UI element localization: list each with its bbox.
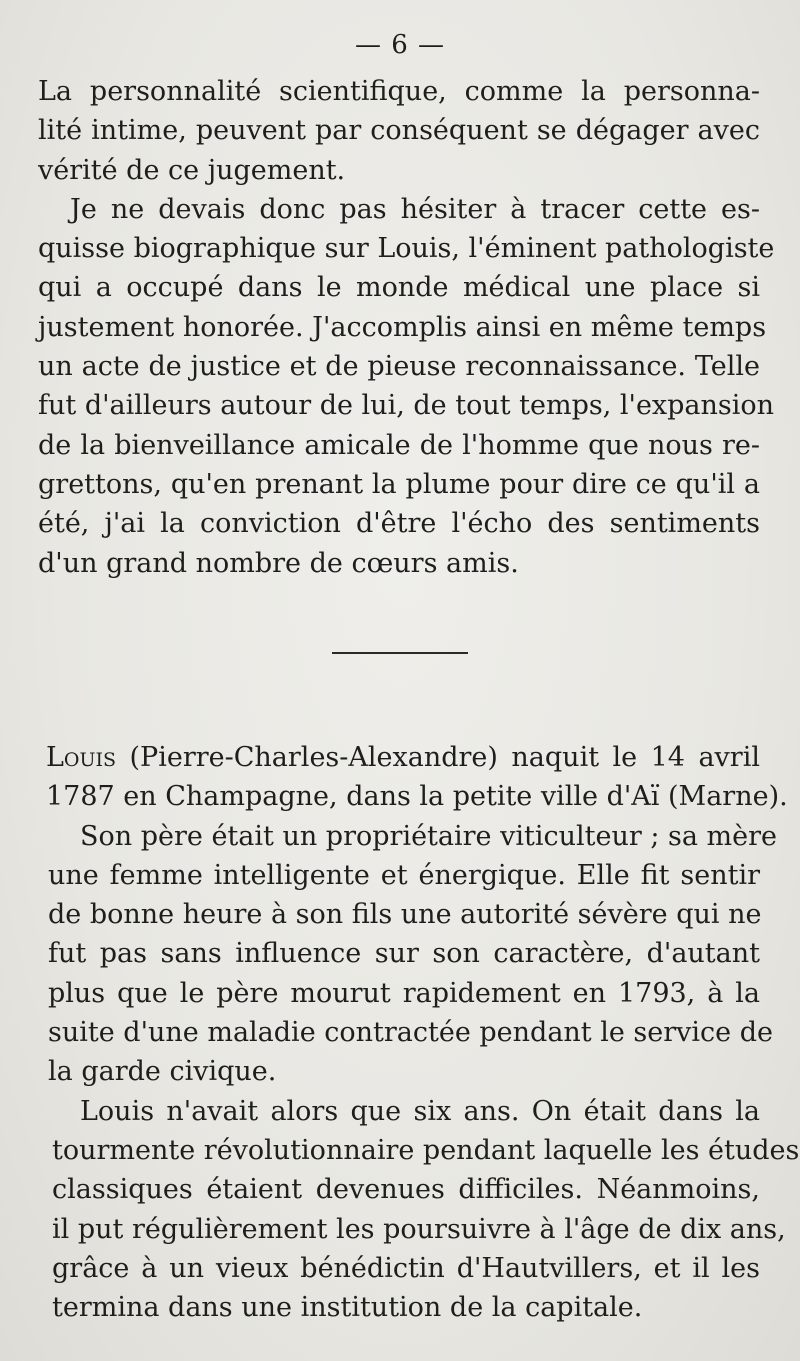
text-line: termina dans une institution de la capitale. — [52, 1292, 643, 1324]
text-line: plus que le père mourut rapidement en 1793, à la — [48, 977, 760, 1009]
text-line: suite d'une maladie contractée pendant le service de — [48, 1017, 774, 1049]
text-line: justement honorée. J'accomplis ainsi en même temps — [38, 311, 767, 343]
text-line: La personnalité scientifique, comme la personna- — [38, 76, 760, 107]
text-line: un acte de justice et de pieuse reconnaissance. Telle — [38, 351, 760, 383]
text-line: Son père était un propriétaire viticulteur ; sa mère — [80, 820, 778, 852]
text-line: il put régulièrement les poursuivre à l'âge de dix ans, — [52, 1213, 786, 1245]
text-line: classiques étaient devenues difficiles. Néanmoins, — [52, 1174, 760, 1206]
text-line: Louis n'avait alors que six ans. On était dans la — [80, 1095, 760, 1127]
section-divider — [332, 652, 468, 654]
text-line: d'un grand nombre de cœurs amis. — [38, 547, 519, 579]
text-line — [38, 738, 760, 777]
text-line: de la bienveillance amicale de l'homme que nous re- — [38, 429, 760, 461]
subject-name: Louis — [46, 742, 117, 773]
text-line: vérité de ce jugement. — [38, 154, 346, 186]
intro-paragraphs — [38, 72, 775, 583]
page-number: — 6 — — [354, 30, 446, 60]
biography-paragraphs — [38, 738, 800, 1327]
text-line: la garde civique. — [48, 1056, 277, 1088]
text-line: fut pas sans influence sur son caractère, d'autant — [48, 938, 760, 970]
text-line: de bonne heure à son fils une autorité sévère qui ne — [48, 899, 762, 931]
text-line: une femme intelligente et énergique. Elle fit sentir — [48, 859, 760, 891]
text-line: grettons, qu'en prenant la plume pour dire ce qu'il a — [38, 468, 760, 500]
text-line: qui a occupé dans le monde médical une place si — [38, 272, 760, 304]
text-line: quisse biographique sur Louis, l'éminent pathologiste — [38, 233, 775, 265]
text-line: fut d'ailleurs autour de lui, de tout temps, l'expansion — [38, 390, 775, 422]
text-line: 1787 en Champagne, dans la petite ville d'Aï (Marne). — [46, 781, 788, 813]
text-line: été, j'ai la conviction d'être l'écho des sentiments — [38, 508, 760, 540]
text-line: tourmente révolutionnaire pendant laquelle les études — [52, 1134, 800, 1166]
text-line: grâce à un vieux bénédictin d'Hautvillers, et il les — [52, 1252, 760, 1284]
text-line: Je ne devais donc pas hésiter à tracer cette es- — [70, 193, 760, 225]
text-line: lité intime, peuvent par conséquent se dégager avec — [38, 115, 760, 147]
text-line-rest: (Pierre-Charles-Alexandre) naquit le 14 avril — [116, 742, 760, 773]
